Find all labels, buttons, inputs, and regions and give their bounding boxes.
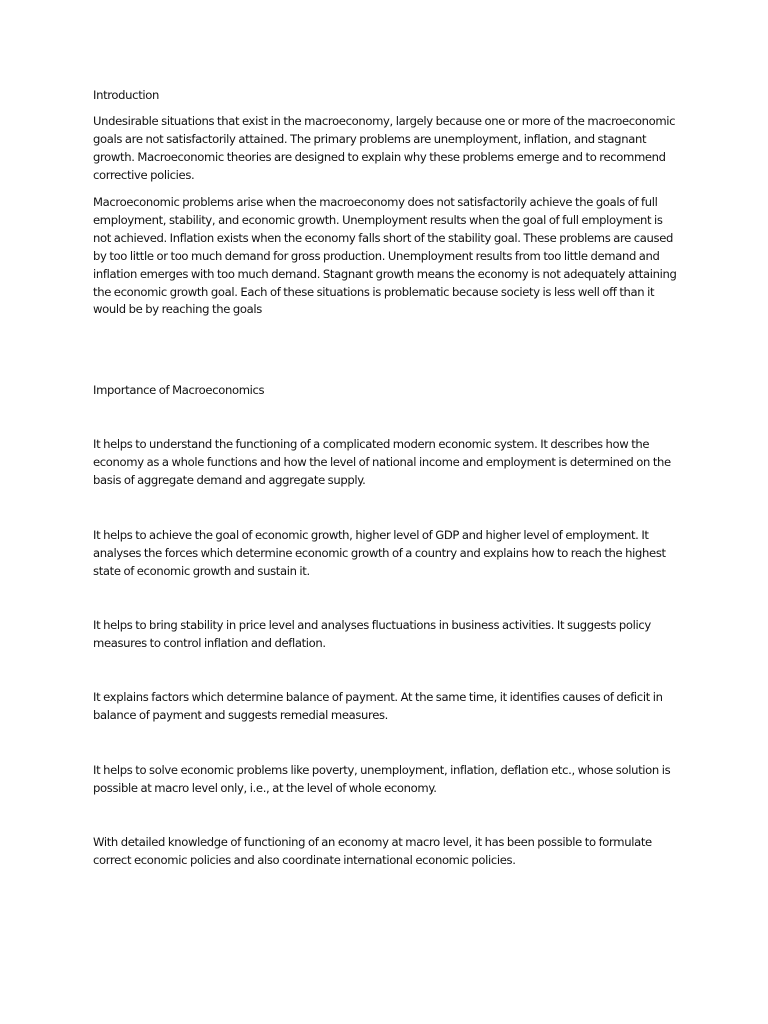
paragraph-introduction-2: Macroeconomic problems arise when the macroeconomy does not satisfactorily achieve the goals of full employment, stability, and economic growth. Unemployment results when the goal of full employment is not achieved. Inflation exists when the economy falls short of the stability goal. These problems are caused by too little or too much demand for gross production. Unemployment results from too little demand and inflation emerges with too much demand. Stagnant growth means the economy is not adequately attaining the economic growth goal. Each of these situations is problematic because society is less well off than it would be by reaching the goals	[93, 195, 677, 317]
paragraph-importance-4: It explains factors which determine balance of payment. At the same time, it identifies causes of deficit in balance of payment and suggests remedial measures.	[93, 690, 663, 722]
section-heading-importance: Importance of Macroeconomics	[93, 383, 265, 397]
paragraph-importance-5: It helps to solve economic problems like poverty, unemployment, inflation, deflation etc., whose solution is possible at macro level only, i.e., at the level of whole economy.	[93, 763, 671, 795]
paragraph-importance-1: It helps to understand the functioning of a complicated modern economic system. It describes how the economy as a whole functions and how the level of national income and employment is determined on the basis of aggregate demand and aggregate supply.	[93, 437, 671, 487]
paragraph-importance-6: With detailed knowledge of functioning of an economy at macro level, it has been possible to formulate correct economic policies and also coordinate international economic policies.	[93, 835, 652, 867]
paragraph-introduction-1: Undesirable situations that exist in the macroeconomy, largely because one or more of the macroeconomic goals are not satisfactorily attained. The primary problems are unemployment, inflation, and stagnant growth. Macroeconomic theories are designed to explain why these problems emerge and to recommend corrective policies.	[93, 114, 676, 182]
paragraph-importance-2: It helps to achieve the goal of economic growth, higher level of GDP and higher level of employment. It analyses the forces which determine economic growth of a country and explains how to reach the highest state of economic growth and sustain it.	[93, 528, 666, 578]
section-heading-introduction: Introduction	[93, 88, 160, 102]
paragraph-importance-3: It helps to bring stability in price level and analyses fluctuations in business activities. It suggests policy measures to control inflation and deflation.	[93, 618, 651, 650]
